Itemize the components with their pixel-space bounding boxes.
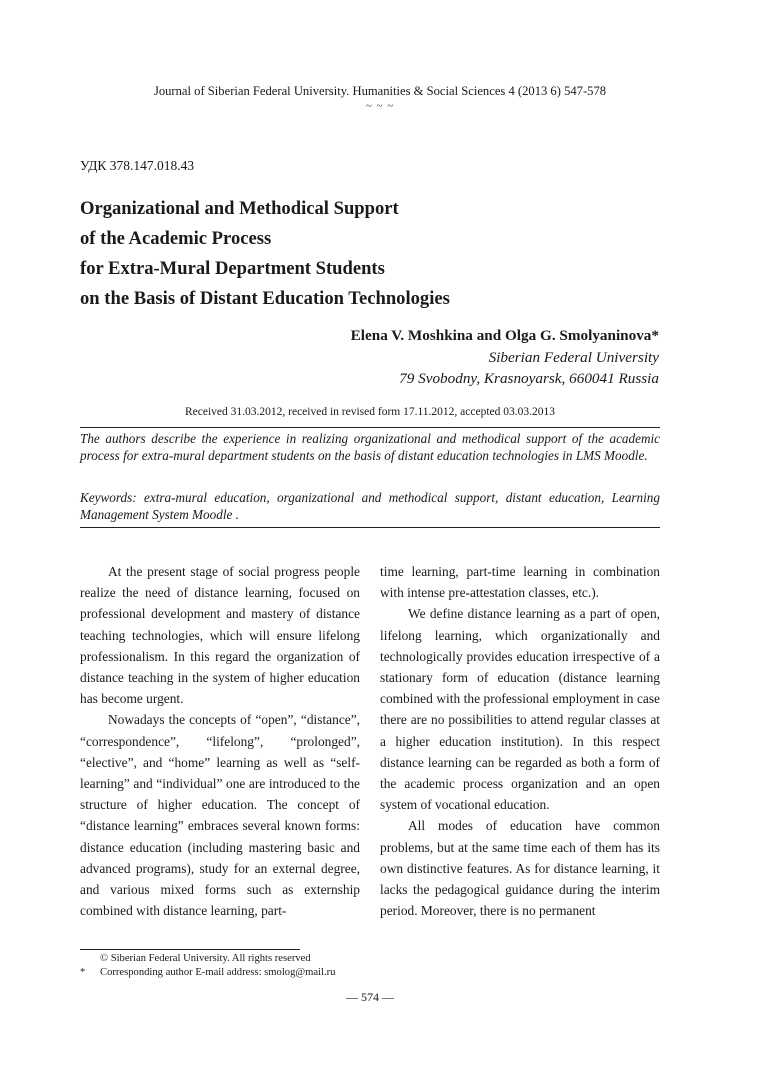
journal-header: Journal of Siberian Federal University. Humanities & Social Sciences 4 (2013 6) 547-578 <box>153 84 607 98</box>
paragraph: We define distance learning as a part of open, lifelong learning, which organizationally and technologically provides education irrespective of a stationary form of education (distance learning combined with the professional employment in case there are no possibilities to attend regular classes at a higher education institution). In this respect distance learning can be regarded as both a form of the academic process organization and an open system of vocational education. <box>380 606 660 813</box>
title-line: for Extra-Mural Department Students <box>80 258 385 279</box>
udk-code: УДК 378.147.018.43 <box>80 158 195 173</box>
title-line: of the Academic Process <box>80 228 272 249</box>
body-column-right <box>380 561 660 921</box>
paragraph: All modes of education have common problems, but at the same time each of them has its own distinctive features. As for distance learning, it lacks the pedagogical guidance during the interim period. Moreover, there is no permanent <box>380 818 660 919</box>
page-number: — 574 — <box>346 990 394 1004</box>
paragraph: Nowadays the concepts of “open”, “distance”, “correspondence”, “lifelong”, “prolonged”, “elective”, and “home” learning as well as “self-learning” and “individual” one are introduced to the structure of higher education. The concept of “distance learning” embraces several known forms: distance education (including mastering basic and advanced programs), study for an external degree, and various mixed forms such as externship combined with distance learning, part- <box>80 712 360 919</box>
abstract-top-rule <box>80 427 660 428</box>
abstract-bottom-rule <box>80 527 660 528</box>
author-names: Elena V. Moshkina and Olga G. Smolyaninova* <box>350 327 659 344</box>
paragraph: time learning, part-time learning in combination with intense pre-attestation classes, etc.). <box>380 564 660 601</box>
author-block <box>351 325 659 390</box>
received-dates: Received 31.03.2012, received in revised form 17.11.2012, accepted 03.03.2013 <box>184 406 556 418</box>
paragraph: At the present stage of social progress people realize the need of distance learning, focused on professional development and mastery of distance teaching technologies, which will ensure lifelong professionalism. In this regard the organization of distance teaching in the system of higher education has become urgent. <box>80 564 360 707</box>
article-title <box>80 194 680 314</box>
header-ornament: ~ ~ ~ <box>365 100 395 112</box>
author-affiliation: Siberian Federal University <box>488 348 659 366</box>
footnote-star: * <box>80 967 86 978</box>
author-address: 79 Svobodny, Krasnoyarsk, 660041 Russia <box>399 370 659 387</box>
footnote-rule <box>80 949 300 950</box>
corresponding-email: Corresponding author E-mail address: smolog@mail.ru <box>100 967 336 978</box>
copyright-footnote: © Siberian Federal University. All rights reserved <box>100 953 311 964</box>
title-line: Organizational and Methodical Support <box>80 198 399 219</box>
keywords: Keywords: extra-mural education, organizational and methodical support, distant education, Learning Management System Moodle . <box>80 490 660 522</box>
corresponding-author-footnote <box>80 967 335 978</box>
body-column-left <box>80 561 360 921</box>
title-line: on the Basis of Distant Education Technologies <box>80 288 450 309</box>
abstract: The authors describe the experience in realizing organizational and methodical support of the academic process for extra-mural department students on the basis of distant education technologies in LMS Moodle. <box>80 431 660 463</box>
